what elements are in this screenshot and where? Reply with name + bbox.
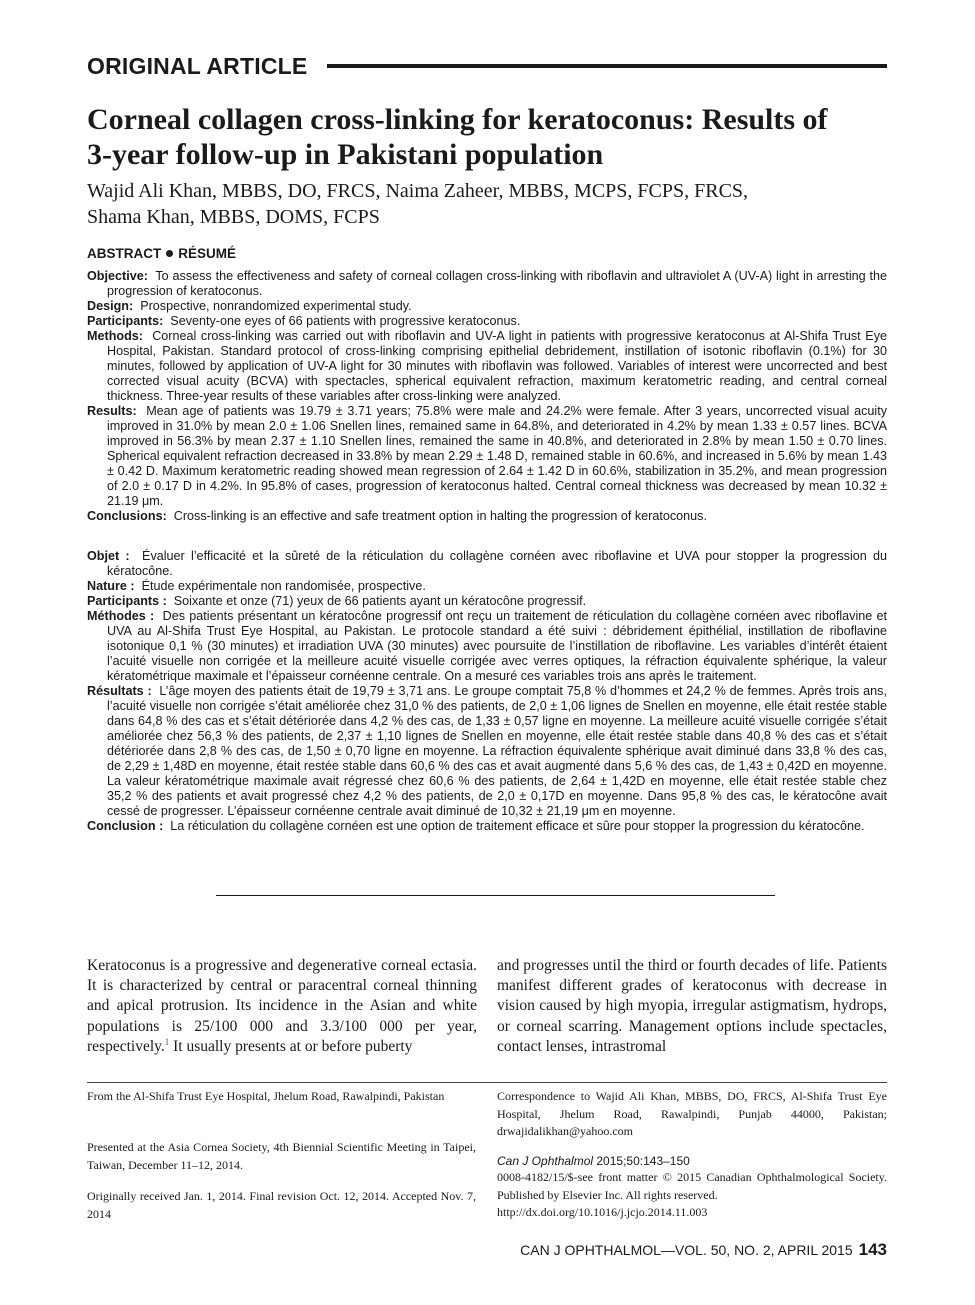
resume-text: Soixante et onze (71) yeux de 66 patients ayant un kératocône progressif.: [173, 594, 587, 608]
page-number: 143: [858, 1240, 887, 1259]
abstract-label: Objective:: [87, 269, 148, 283]
title-line-1: Corneal collagen cross-linking for keratoconus: Results of: [87, 103, 828, 136]
copyright-text: 0008-4182/15/$-see front matter © 2015 Canadian Ophthalmological Society. Published by Elsevier Inc. All rights reserved.: [497, 1170, 887, 1202]
abstract-label: Participants:: [87, 314, 164, 328]
journal-issue: CAN J OPHTHALMOL—VOL. 50, NO. 2, APRIL 2015: [520, 1242, 853, 1258]
resume-label: Objet :: [87, 549, 130, 563]
abstract-text: Corneal cross-linking was carried out with riboflavin and UV-A light in patients with progressive keratoconus at Al-Shifa Trust Eye Hospital, Pakistan. Standard protocol of cross-linking comprising epithelial debridement, instillation of isotonic riboflavin (0.1%) for 30 minutes, followed by application of UV-A light for 30 minutes with riboflavin was followed. Variables of interest were uncorrected and best corrected visual acuity (BCVA) with spectacles, spherical equivalent refraction, maximum keratometric reading, and central corneal thickness. Three-year results of these variables after cross-linking were analyzed.: [107, 329, 887, 403]
abstract-label: Results:: [87, 404, 137, 418]
abstract-conclusions: [87, 509, 887, 524]
abstract-heading-en: ABSTRACT: [87, 246, 162, 261]
abstract-label: Methods:: [87, 329, 143, 343]
abstract-divider: [216, 895, 775, 896]
resume-label: Résultats :: [87, 684, 152, 698]
abstract-heading: [87, 246, 236, 261]
resume-participants: [87, 594, 887, 609]
resume-text: Évaluer l’efficacité et la sûreté de la réticulation du collagène cornéen avec riboflavine et UVA pour stopper la progression du kératocône.: [107, 549, 887, 578]
doi-link[interactable]: http://dx.doi.org/10.1016/j.jcjo.2014.11.003: [497, 1205, 708, 1219]
resume-objet: [87, 549, 887, 579]
footnote-received: Originally received Jan. 1, 2014. Final revision Oct. 12, 2014. Accepted Nov. 7, 2014: [87, 1189, 476, 1221]
article-title: [87, 102, 887, 172]
journal-citation: [497, 1153, 887, 1171]
resume-label: Participants :: [87, 594, 167, 608]
abstract-label: Design:: [87, 299, 134, 313]
resume-text: La réticulation du collagène cornéen est une option de traitement efficace et sûre pour stopper la progression du kératocône.: [170, 819, 865, 833]
abstract-objective: [87, 269, 887, 299]
abstract-results: [87, 404, 887, 509]
resume-label: Nature :: [87, 579, 135, 593]
body-column-left: [87, 956, 477, 1057]
reference-link[interactable]: 1: [164, 1036, 170, 1047]
footnote-copyright: [497, 1169, 887, 1222]
resume-conclusion: [87, 819, 887, 834]
abstract-text: To assess the effectiveness and safety of corneal collagen cross-linking with riboflavin and ultraviolet A (UV-A) light in arresting the progression of keratoconus.: [107, 269, 888, 298]
resume-text: Étude expérimentale non randomisée, prospective.: [141, 579, 426, 593]
journal-name: Can J Ophthalmol: [497, 1154, 594, 1168]
abstract-text: Cross-linking is an effective and safe treatment option in halting the progression of keratoconus.: [173, 509, 707, 523]
author-list: [87, 178, 887, 230]
resume-nature: [87, 579, 887, 594]
resume-label: Conclusion :: [87, 819, 164, 833]
body-text: Keratoconus is a progressive and degenerative corneal ectasia. It is characterized by central or paracentral corneal thinning and apical protrusion. Its incidence in the Asian and white populations is 25/100 000 and 3.3/100 000 per year, respectively.: [87, 957, 477, 1055]
abstract-design: [87, 299, 887, 314]
resume-text: L’âge moyen des patients était de 19,79 ± 3,71 ans. Le groupe comptait 75,8 % d’hommes et 24,2 % de femmes. Après trois ans, l’acuité visuelle non corrigée s’était améliorée chez 31,0 % des patients, de 2,0 ± 1,06 lignes de Snellen en moyenne, elle était restée stable dans 64,8 % des cas et s’était détériorée dans 4,2 % des cas, de 1,33 ± 0,57 ligne en moyenne. La meilleure acuité visuelle corrigée s’était améliorée chez 56,3 % des patients, de 2,37 ± 1,10 lignes de Snellen en moyenne, elle était restée stable dans 40,8 % des cas et s’était détériorée dans 2,8 % des cas, de 1,50 ± 0,70 ligne en moyenne. La réfraction équivalente sphérique avait diminué dans 33,8 % des cas, de 2,29 ± 1,48D en moyenne, était restée stable dans 60,6 % des cas et avait augmenté dans 5,6 % des cas, de 1,43 ± 0,42D en moyenne. La valeur kératométrique maximale avait régressé chez 60,6 % des patients, de 2,64 ± 1,42D en moyenne, elle était restée stable chez 35,2 % des patients et avait progressé chez 4,2 % des patients, de 2,0 ± 0,17D en moyenne. Dans 95,8 % des cas, le kératocône avait cessé de progresser. L’épaisseur cornéenne centrale avait diminué de 10,32 ± 21,19 μm en moyenne.: [107, 684, 887, 818]
abstract-text: Mean age of patients was 19.79 ± 3.71 years; 75.8% were male and 24.2% were female. After 3 years, uncorrected visual acuity improved in 31.0% by mean 2.0 ± 1.06 Snellen lines, remained same in 64.8%, and deteriorated in 4.2% by mean 1.33 ± 0.57 lines. BCVA improved in 56.3% by mean 2.37 ± 1.10 Snellen lines, remained the same in 40.8%, and deteriorated in 2.8% by mean 1.50 ± 0.70 lines. Spherical equivalent refraction decreased in 33.8% by mean 2.29 ± 1.48 D, remained stable in 60.6%, and increased in 5.6% by mean 1.43 ± 0.42 D. Maximum keratometric reading showed mean regression of 2.64 ± 1.42 D in 60.6%, stabilization in 35.2%, and mean progression of 2.0 ± 0.17 D in 4.2%. In 95.8% of cases, progression of keratoconus halted. Central corneal thickness was decreased by mean 10.32 ± 21.19 μm.: [107, 404, 888, 508]
abstract-participants: [87, 314, 887, 329]
resume-methodes: [87, 609, 887, 684]
body-text: It usually presents at or before puberty: [169, 1037, 413, 1055]
resume-label: Méthodes :: [87, 609, 155, 623]
section-label: ORIGINAL ARTICLE: [87, 52, 308, 79]
title-line-2: 3-year follow-up in Pakistani population: [87, 138, 604, 171]
footnote-presented: Presented at the Asia Cornea Society, 4th Biennial Scientific Meeting in Taipei, Taiwan, December 11–12, 2014.: [87, 1140, 476, 1172]
body-column-right: [497, 956, 887, 1057]
abstract-english: [87, 269, 887, 524]
authors-line-1: Wajid Ali Khan, MBBS, DO, FRCS, Naima Zaheer, MBBS, MCPS, FCPS, FRCS,: [87, 180, 749, 202]
abstract-heading-fr: RÉSUMÉ: [178, 246, 237, 261]
resume-resultats: [87, 684, 887, 819]
running-footer: [520, 1240, 887, 1260]
abstract-methods: [87, 329, 887, 404]
footnote-divider: [87, 1082, 887, 1083]
abstract-text: Prospective, nonrandomized experimental study.: [140, 299, 412, 313]
abstract-label: Conclusions:: [87, 509, 167, 523]
journal-volume-pages: 2015;50:143–150: [593, 1154, 690, 1168]
footnote-correspondence: Correspondence to Wajid Ali Khan, MBBS, DO, FRCS, Al-Shifa Trust Eye Hospital, Jhelum Road, Rawalpindi, Punjab 44000, Pakistan; drwajidalikhan@yahoo.com: [497, 1089, 887, 1138]
resume-text: Des patients présentant un kératocône progressif ont reçu un traitement de réticulation du collagène cornéen avec riboflavine et UVA au Al-Shifa Trust Eye Hospital, au Pakistan. Le protocole standard a été suivi : débridement épithélial, instillation de riboflavine isotonique 0,1 % (30 minutes) et irradiation UVA (30 minutes) avec poursuite de l’instillation de riboflavine. Les variables d’intérêt étaient l’acuité visuelle non corrigée et la meilleure acuité visuelle corrigée avec verres optiques, la réfraction équivalente sphérique, la valeur kératométrique maximale et l’épaisseur cornéenne centrale. On a mesuré ces variables trois ans après le traitement.: [107, 609, 887, 683]
footnote-affiliation: From the Al-Shifa Trust Eye Hospital, Jhelum Road, Rawalpindi, Pakistan: [87, 1089, 445, 1103]
section-rule: [327, 64, 887, 68]
body-text: and progresses until the third or fourth decades of life. Patients manifest different grades of keratoconus with decrease in vision caused by high myopia, irregular astigmatism, hydrops, or corneal scarring. Management options include spectacles, contact lenses, intrastromal: [497, 957, 887, 1055]
authors-line-2: Shama Khan, MBBS, DOMS, FCPS: [87, 206, 380, 228]
bullet-icon: [166, 250, 173, 257]
abstract-text: Seventy-one eyes of 66 patients with progressive keratoconus.: [170, 314, 521, 328]
section-header: [87, 50, 887, 82]
abstract-french: [87, 549, 887, 834]
